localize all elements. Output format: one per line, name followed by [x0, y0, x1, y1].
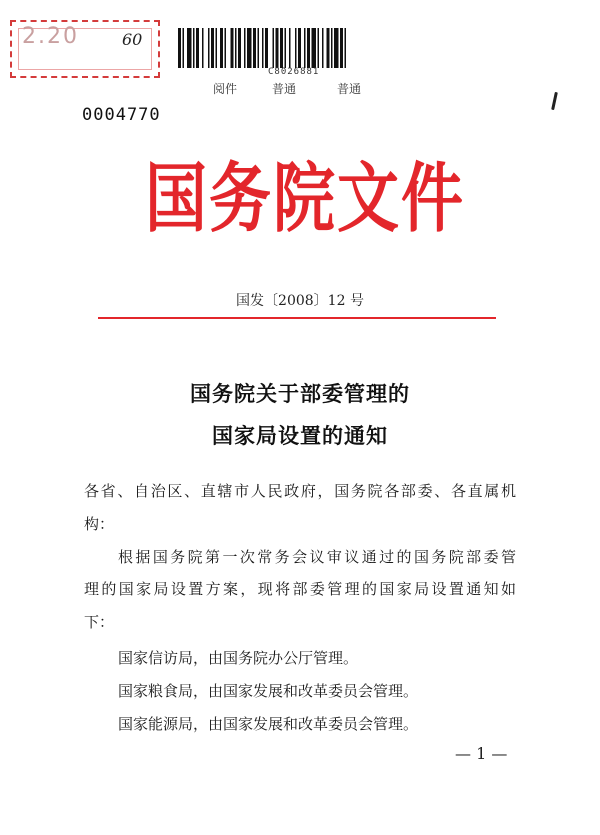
barcode-bar [225, 28, 227, 68]
barcode-number: C8026881 [268, 67, 320, 77]
barcode-bar [322, 28, 324, 68]
handwritten-note: 60 [122, 30, 143, 49]
document-serial-number: 0004770 [82, 105, 161, 125]
barcode-bar [202, 28, 204, 68]
page-number: — 1 — [455, 744, 508, 763]
routing-mark-3: 普通 [337, 82, 362, 96]
barcode-bar [262, 28, 264, 68]
barcode-bar [211, 28, 214, 68]
pen-mark [551, 92, 558, 110]
barcode-bar [253, 28, 256, 68]
barcode-bar [304, 28, 306, 68]
barcode-bar [238, 28, 241, 68]
barcode [178, 28, 398, 68]
barcode-bar [183, 28, 185, 68]
barcode-bar [231, 28, 234, 68]
barcode-bar [318, 28, 320, 68]
document-header-title: 国务院文件 [145, 153, 466, 243]
addressee-line-1: 各省、自治区、直辖市人民政府，国务院各部委、各直属机 [84, 482, 516, 500]
body-paragraph-line-2: 理的国家局设置方案，现将部委管理的国家局设置通知如 [84, 580, 516, 598]
barcode-bar [334, 28, 339, 68]
barcode-bar [298, 28, 301, 68]
barcode-bar [187, 28, 192, 68]
notice-title-line-1: 国务院关于部委管理的 [190, 381, 410, 406]
barcode-bar [216, 28, 218, 68]
barcode-bar [235, 28, 237, 68]
stamp-text: 2.20 [22, 24, 79, 49]
list-item: 国家信访局，由国务院办公厅管理。 [118, 649, 359, 667]
barcode-bar [208, 28, 210, 68]
barcode-bar [345, 28, 347, 68]
issuance-number: 国发〔2008〕12 号 [236, 293, 364, 309]
red-divider-line [98, 317, 496, 319]
barcode-bar [178, 28, 181, 68]
barcode-bar [258, 28, 260, 68]
list-item: 国家能源局，由国家发展和改革委员会管理。 [118, 715, 419, 733]
list-item: 国家粮食局，由国家发展和改革委员会管理。 [118, 682, 419, 700]
body-paragraph-line-1: 根据国务院第一次常务会议审议通过的国务院部委管 [118, 548, 516, 566]
barcode-bar [327, 28, 330, 68]
receipt-stamp [10, 20, 160, 78]
barcode-bar [247, 28, 252, 68]
barcode-bar [273, 28, 275, 68]
barcode-bar [220, 28, 223, 68]
barcode-bar [265, 28, 268, 68]
barcode-bar [340, 28, 343, 68]
barcode-bar [276, 28, 279, 68]
barcode-bar [196, 28, 199, 68]
notice-title-line-2: 国家局设置的通知 [212, 423, 388, 448]
barcode-bar [295, 28, 297, 68]
barcode-bar [244, 28, 246, 68]
barcode-bar [312, 28, 317, 68]
addressee-line-2: 构： [84, 515, 115, 533]
barcode-bar [307, 28, 310, 68]
body-paragraph-line-3: 下： [84, 613, 115, 631]
barcode-bar [331, 28, 333, 68]
barcode-bar [289, 28, 291, 68]
barcode-bar [193, 28, 195, 68]
barcode-bar [285, 28, 287, 68]
barcode-bar [280, 28, 283, 68]
routing-mark-2: 普通 [272, 82, 297, 96]
routing-mark-1: 阅件 [213, 82, 238, 96]
